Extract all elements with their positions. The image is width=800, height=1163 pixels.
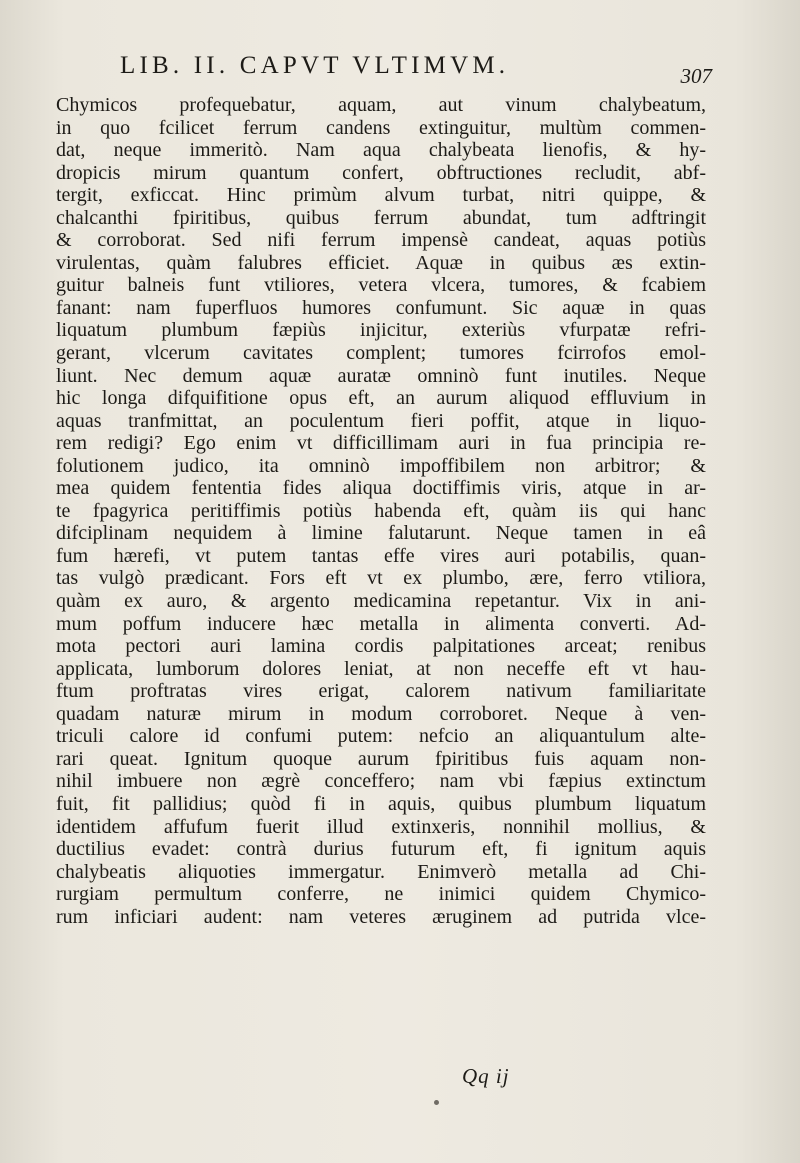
text-line: Chymicos profequebatur, aquam, aut vinum chalybeatum,	[56, 94, 706, 116]
text-line: tas vulgò prædicant. Fors eft vt ex plumbo, ære, ferro vtiliora,	[56, 567, 706, 590]
text-line: quàm ex auro, & argento medicamina repetantur. Vix in ani-	[56, 590, 706, 613]
text-line: folutionem judico, ita omninò impoffibilem non arbitror; &	[56, 454, 706, 477]
text-line: guitur balneis funt vtiliores, vetera vlcera, tumores, & fcabiem	[56, 274, 706, 297]
text-line: fum hærefi, vt putem tantas effe vires auri potabilis, quan-	[56, 544, 706, 567]
text-line: ftum proftratas vires erigat, calorem nativum familiaritate	[56, 680, 706, 703]
text-line: fuit, fit pallidius; quòd fi in aquis, quibus plumbum liquatum	[56, 792, 706, 815]
text-line: rum inficiari audent: nam veteres æruginem ad putrida vlce-	[56, 905, 706, 928]
text-line: triculi calore id confumi putem: nefcio an aliquantulum alte-	[56, 725, 706, 748]
text-line: te fpagyrica peritiffimis potiùs habenda eft, quàm iis qui hanc	[56, 499, 706, 522]
text-line: dat, neque immeritò. Nam aqua chalybeata lienofis, & hy-	[56, 139, 706, 162]
body-text	[56, 94, 706, 928]
text-line: gerant, vlcerum cavitates complent; tumores fcirrofos emol-	[56, 342, 706, 365]
text-line: mota pectori auri lamina cordis palpitationes arceat; renibus	[56, 635, 706, 658]
page-number: 307	[680, 64, 712, 88]
signature-mark: Qq ij	[462, 1064, 510, 1088]
running-head	[120, 52, 712, 92]
text-line: applicata, lumborum dolores leniat, at non neceffe eft vt hau-	[56, 657, 706, 680]
text-line: liunt. Nec demum aquæ auratæ omninò funt inutiles. Neque	[56, 364, 706, 387]
text-line: ductilius evadet: contrà durius futurum eft, fi ignitum aquis	[56, 838, 706, 861]
text-line: mum poffum inducere hæc metalla in alimenta converti. Ad-	[56, 612, 706, 635]
text-line: rari queat. Ignitum quoque aurum fpiritibus fuis aquam non-	[56, 747, 706, 770]
text-line: chalcanthi fpiritibus, quibus ferrum abundat, tum adftringit	[56, 206, 706, 229]
text-line: & corroborat. Sed nifi ferrum impensè candeat, aquas potiùs	[56, 229, 706, 252]
text-line: quadam naturæ mirum in modum corroboret. Neque à ven-	[56, 702, 706, 725]
text-line: dropicis mirum quantum confert, obftructiones recludit, abf-	[56, 161, 706, 184]
text-line: in quo fcilicet ferrum candens extinguitur, multùm commen-	[56, 116, 706, 139]
text-line: identidem affufum fuerit illud extinxeris, nonnihil mollius, &	[56, 815, 706, 838]
text-line: fanant: nam fuperfluos humores confumunt. Sic aquæ in quas	[56, 296, 706, 319]
text-line: chalybeatis aliquoties immergatur. Enimverò metalla ad Chi-	[56, 860, 706, 883]
text-line: rurgiam permultum conferre, ne inimici quidem Chymico-	[56, 883, 706, 906]
text-line: tergit, exficcat. Hinc primùm alvum turbat, nitri quippe, &	[56, 184, 706, 207]
text-line: virulentas, quàm falubres efficiet. Aquæ in quibus æs extin-	[56, 251, 706, 274]
text-line: liquatum plumbum fæpiùs injicitur, exteriùs vfurpatæ refri-	[56, 319, 706, 342]
text-line: hic longa difquifitione opus eft, an aurum aliquod effluvium in	[56, 387, 706, 410]
text-line: aquas tranfmittat, an poculentum fieri poffit, atque in liquo-	[56, 409, 706, 432]
text-line: difciplinam nequidem à limine falutarunt. Neque tamen in eâ	[56, 522, 706, 545]
ink-spot	[434, 1100, 439, 1105]
text-line: nihil imbuere non ægrè conceffero; nam vbi fæpius extinctum	[56, 770, 706, 793]
text-line: rem redigi? Ego enim vt difficillimam auri in fua principia re-	[56, 432, 706, 455]
text-line: mea quidem fententia fides aliqua doctiffimis viris, atque in ar-	[56, 477, 706, 500]
running-head-title: LIB. II. CAPVT VLTIMVM.	[120, 52, 510, 79]
